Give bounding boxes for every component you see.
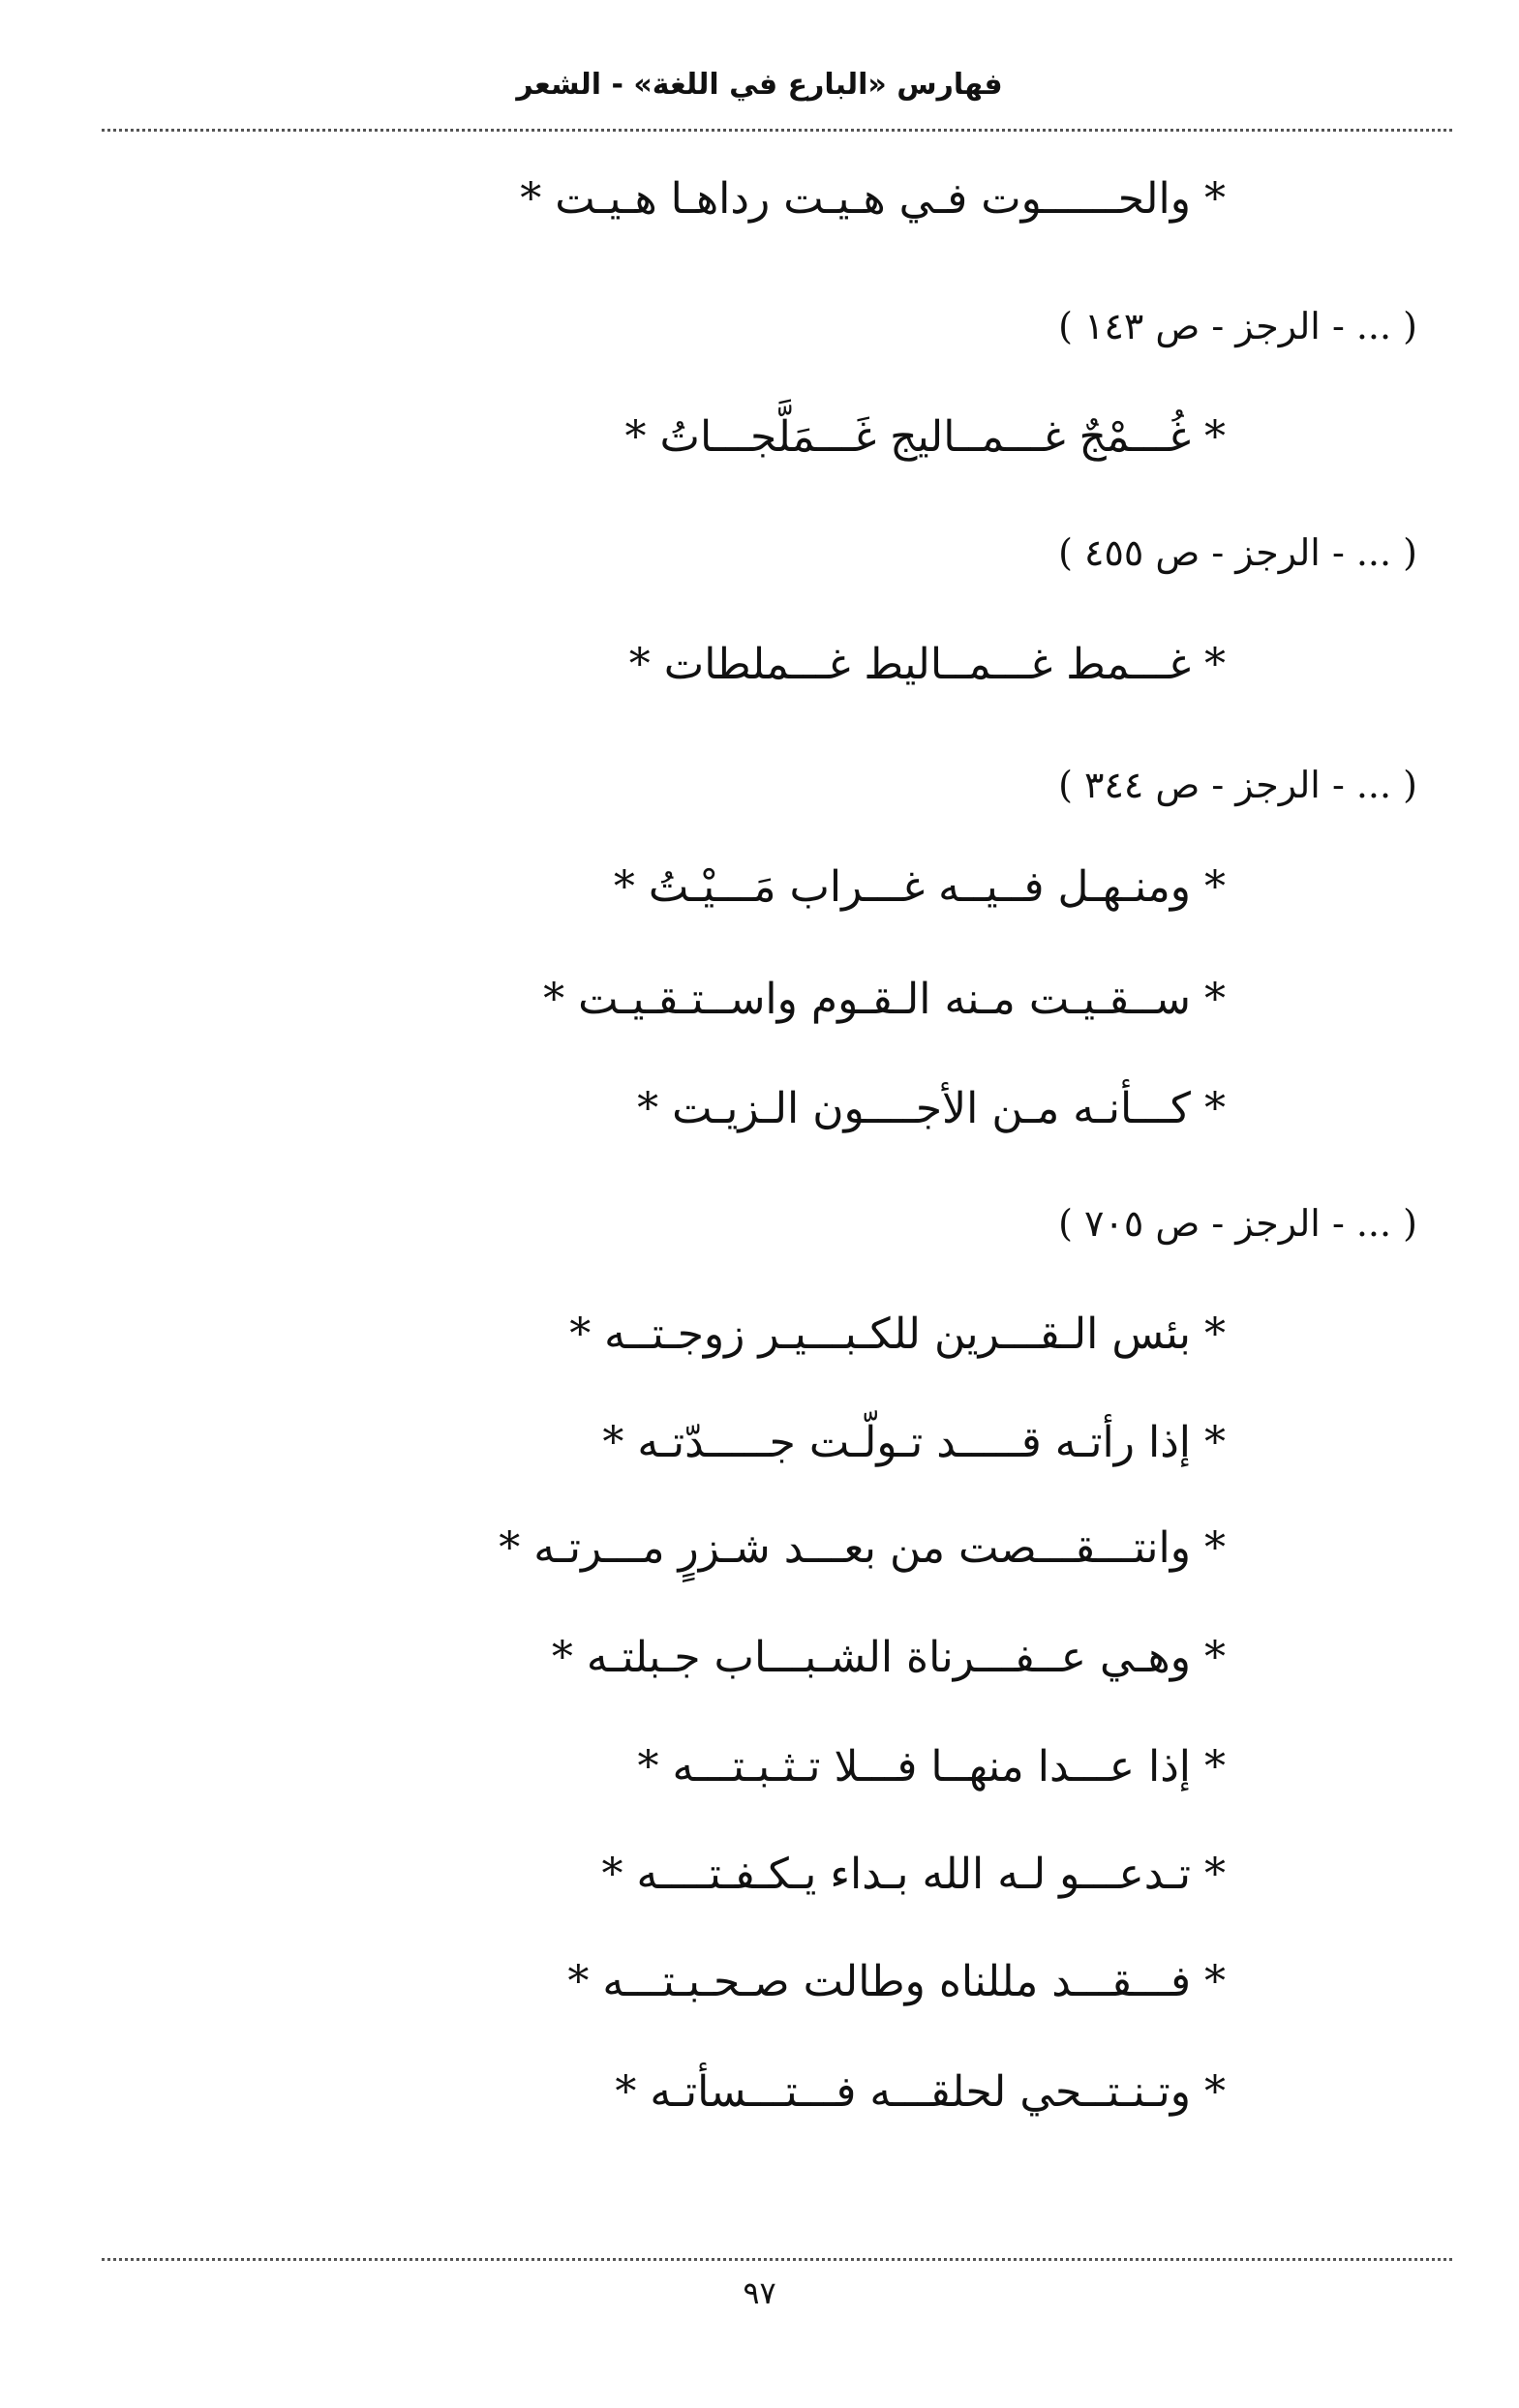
verse-line: * وتـنـتــحي لحلقـــه فـــتـــسأتـه * [615, 2067, 1226, 2117]
verse-line: * وهـي عــفـــرناة الشـبـــاب جـبلتـه * [551, 1633, 1226, 1682]
verse-line: * وانتـــقـــصت من بعـــد شـزرٍ مـــرتـه * [499, 1523, 1226, 1573]
verse-line: * فـــقـــد مللناه وطالت صـحـبـتـــه * [567, 1957, 1226, 2006]
verse-line: * ومنـهـل فــيــه غـــراب مَـــيْـتُ * [613, 862, 1226, 912]
verse-line: * بئس الـقـــرين للكـبـــيـر زوجـتــه * [569, 1309, 1226, 1359]
source-citation: ( ... - الرجز - ص ١٤٣ ) [1058, 305, 1417, 347]
verse-line: * إذا عـــدا منهــا فـــلا تـثـبـتـــه * [637, 1742, 1226, 1791]
source-citation: ( ... - الرجز - ص ٤٥٥ ) [1058, 531, 1417, 574]
page-number: ٩٧ [743, 2274, 776, 2311]
running-header: فهارس «البارع في اللغة» - الشعر [516, 68, 1003, 102]
footer-rule [102, 2258, 1452, 2261]
source-citation: ( ... - الرجز - ص ٣٤٤ ) [1058, 764, 1417, 806]
verse-line: * غُـــمْجٌ غـــمــاليج غَـــمَلَّجـــاتُ * [624, 412, 1226, 462]
verse-line: * كـــأنـه مـن الأجــــون الـزيـت * [637, 1084, 1226, 1133]
verse-line: * إذا رأتـه قـــــد تـولّـت جـــــدّتـه * [602, 1418, 1226, 1467]
verse-line: * تـدعـــو لـه الله بـداء يـكـفـتــــه * [601, 1850, 1226, 1899]
verse-line: * ســقـيـت مـنه الـقـوم واســتـقـيـت * [543, 975, 1226, 1024]
source-citation: ( ... - الرجز - ص ٧٠٥ ) [1058, 1202, 1417, 1245]
verse-line: * والحــــــوت فـي هـيـت رداهـا هـيـت * [520, 174, 1226, 224]
verse-line: * غـــمط غـــمــاليط غـــملطات * [628, 640, 1226, 689]
